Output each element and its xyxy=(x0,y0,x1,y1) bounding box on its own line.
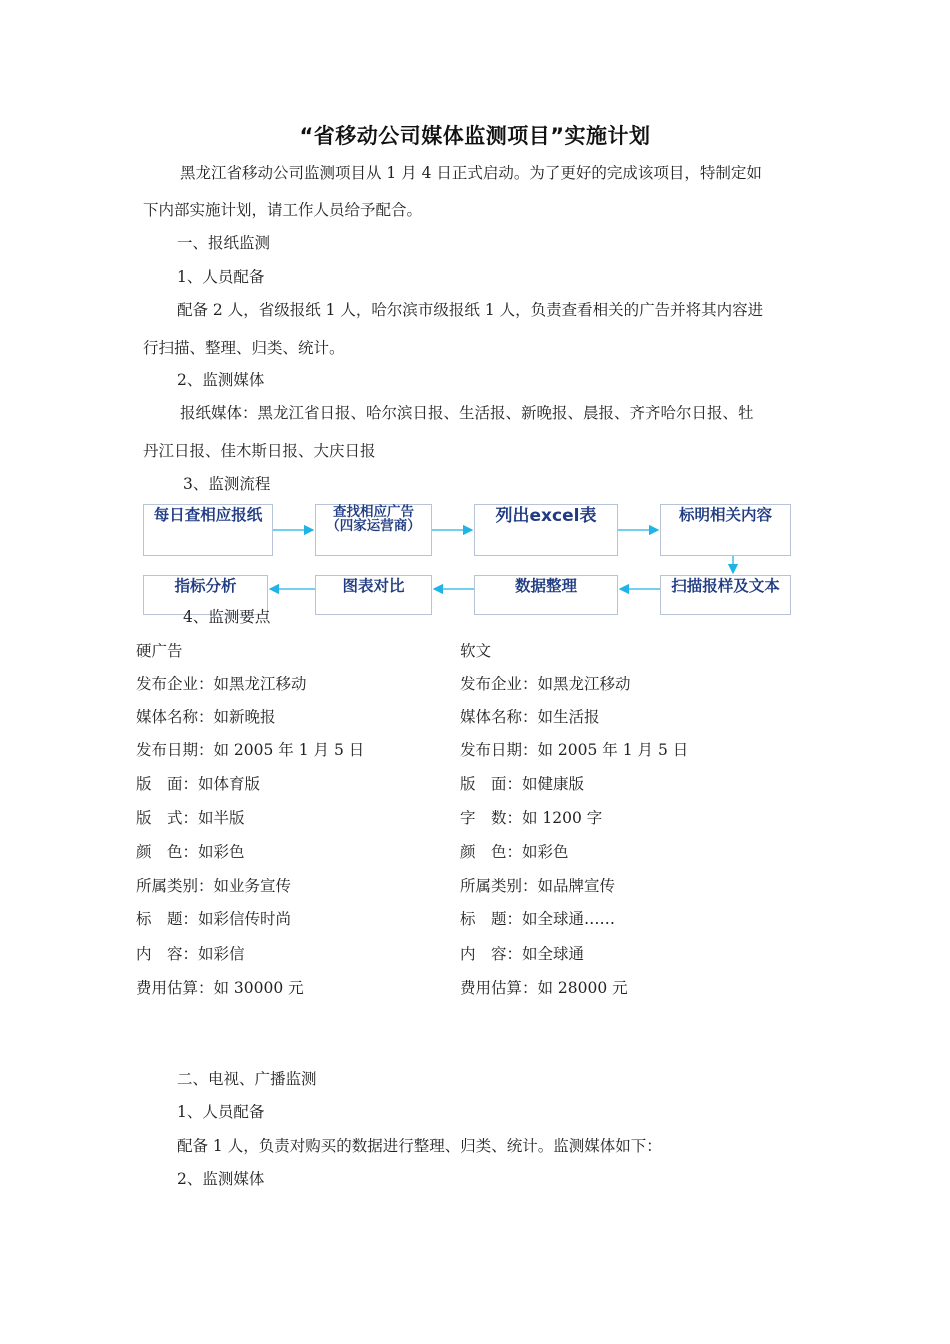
flow-step-label: 查找相应广告 xyxy=(333,504,414,520)
section1-media-line-1: 报纸媒体：黑龙江省日报、哈尔滨日报、生活报、新晚报、晨报、齐齐哈尔日报、牡 xyxy=(180,404,754,422)
section1-heading: 一、报纸监测 xyxy=(177,234,271,252)
flow-step-sublabel: （四家运营商） xyxy=(326,518,421,534)
hard-ad-row: 所属类别：如业务宣传 xyxy=(136,877,292,895)
section1-media-heading: 2、监测媒体 xyxy=(177,371,265,389)
soft-ad-row: 内 容：如全球通 xyxy=(460,945,585,963)
soft-ad-row: 标 题：如全球通…… xyxy=(460,910,616,928)
section1-media-line-2: 丹江日报、佳木斯日报、大庆日报 xyxy=(143,442,376,460)
section1-points-heading: 4、监测要点 xyxy=(183,608,271,626)
hard-ad-row: 版 式：如半版 xyxy=(136,809,245,827)
soft-ad-row: 字 数：如 1200 字 xyxy=(460,809,603,827)
soft-ad-row: 发布日期：如 2005 年 1 月 5 日 xyxy=(460,741,689,759)
flow-step-label: 标明相关内容 xyxy=(678,506,772,524)
soft-ad-row: 费用估算：如 28000 元 xyxy=(460,979,628,997)
section1-staff-heading: 1、人员配备 xyxy=(177,268,265,286)
section2-staff-line: 配备 1 人，负责对购买的数据进行整理、归类、统计。监测媒体如下： xyxy=(177,1137,662,1155)
section2-media-heading: 2、监测媒体 xyxy=(177,1170,265,1188)
flow-step-label: 每日查相应报纸 xyxy=(153,506,263,524)
section1-flow-heading: 3、监测流程 xyxy=(183,475,271,493)
flow-step-label: 数据整理 xyxy=(514,577,577,595)
hard-ad-heading: 硬广告 xyxy=(136,642,183,660)
intro-line-2: 下内部实施计划，请工作人员给予配合。 xyxy=(143,201,423,219)
page-title: “省移动公司媒体监测项目”实施计划 xyxy=(299,124,651,148)
hard-ad-row: 内 容：如彩信 xyxy=(136,945,245,963)
hard-ad-row: 发布日期：如 2005 年 1 月 5 日 xyxy=(136,741,365,759)
hard-ad-row: 发布企业：如黑龙江移动 xyxy=(136,675,307,693)
hard-ad-row: 颜 色：如彩色 xyxy=(136,843,245,861)
flow-step-label: 指标分析 xyxy=(174,577,237,595)
soft-ad-row: 媒体名称：如生活报 xyxy=(460,708,600,726)
soft-ad-row: 颜 色：如彩色 xyxy=(460,843,569,861)
soft-ad-row: 版 面：如健康版 xyxy=(460,775,585,793)
soft-ad-row: 发布企业：如黑龙江移动 xyxy=(460,675,631,693)
soft-ad-heading: 软文 xyxy=(460,642,492,660)
hard-ad-row: 标 题：如彩信传时尚 xyxy=(136,910,292,928)
flow-step-label: 图表对比 xyxy=(342,577,405,595)
section1-staff-line-1: 配备 2 人，省级报纸 1 人，哈尔滨市级报纸 1 人，负责查看相关的广告并将其内容进 xyxy=(177,301,764,319)
flow-step-label: 列出excel表 xyxy=(495,506,597,526)
hard-ad-row: 费用估算：如 30000 元 xyxy=(136,979,304,997)
section2-heading: 二、电视、广播监测 xyxy=(177,1070,317,1088)
flow-step-label: 扫描报样及文本 xyxy=(671,577,780,595)
hard-ad-row: 版 面：如体育版 xyxy=(136,775,261,793)
hard-ad-row: 媒体名称：如新晚报 xyxy=(136,708,276,726)
soft-ad-row: 所属类别：如品牌宣传 xyxy=(460,877,616,895)
section2-staff-heading: 1、人员配备 xyxy=(177,1103,265,1121)
intro-line-1: 黑龙江省移动公司监测项目从 1 月 4 日正式启动。为了更好的完成该项目，特制定如 xyxy=(180,164,762,182)
section1-staff-line-2: 行扫描、整理、归类、统计。 xyxy=(143,339,345,357)
